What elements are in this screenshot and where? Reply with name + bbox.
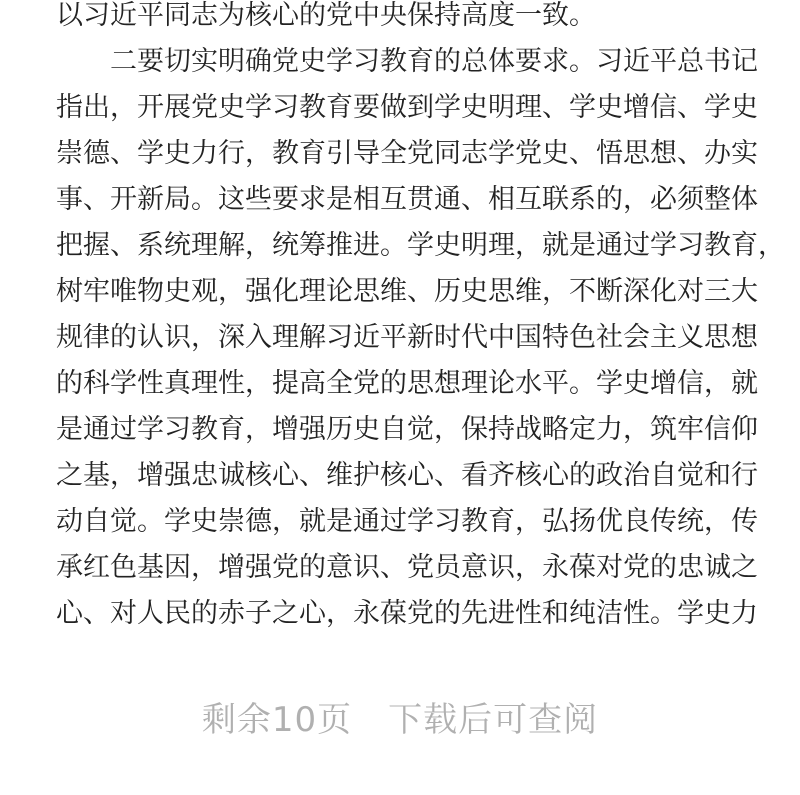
document-line: 承红色基因，增强党的意识、党员意识，永葆对党的忠诚之 — [56, 552, 758, 583]
download-hint-text: 下载后可查阅 — [388, 700, 599, 740]
document-line: 树牢唯物史观，强化理论思维、历史思维，不断深化对三大 — [56, 276, 758, 307]
document-line: 崇德、学史力行，教育引导全党同志学党史、悟思想、办实 — [56, 138, 758, 169]
document-line: 指出，开展党史学习教育要做到学史明理、学史增信、学史 — [56, 92, 758, 123]
document-line: 是通过学习教育，增强历史自觉，保持战略定力，筑牢信仰 — [56, 414, 758, 445]
document-line: 事、开新局。这些要求是相互贯通、相互联系的，必须整体 — [56, 184, 758, 215]
document-line: 的科学性真理性，提高全党的思想理论水平。学史增信，就 — [56, 368, 758, 399]
document-line: 把握、系统理解，统筹推进。学史明理，就是通过学习教育， — [56, 230, 785, 261]
document-line: 心、对人民的赤子之心，永葆党的先进性和纯洁性。学史力 — [56, 598, 758, 629]
document-line: 二要切实明确党史学习教育的总体要求。习近平总书记 — [110, 46, 758, 77]
remaining-pages-text: 剩余10页 — [201, 700, 353, 740]
document-line: 以习近平同志为核心的党中央保持高度一致。 — [56, 0, 596, 31]
download-to-read-more-link[interactable] — [0, 693, 800, 747]
document-line: 动自觉。学史崇德，就是通过学习教育，弘扬优良传统，传 — [56, 506, 758, 537]
document-line: 规律的认识，深入理解习近平新时代中国特色社会主义思想 — [56, 322, 758, 353]
document-line: 之基，增强忠诚核心、维护核心、看齐核心的政治自觉和行 — [56, 460, 758, 491]
